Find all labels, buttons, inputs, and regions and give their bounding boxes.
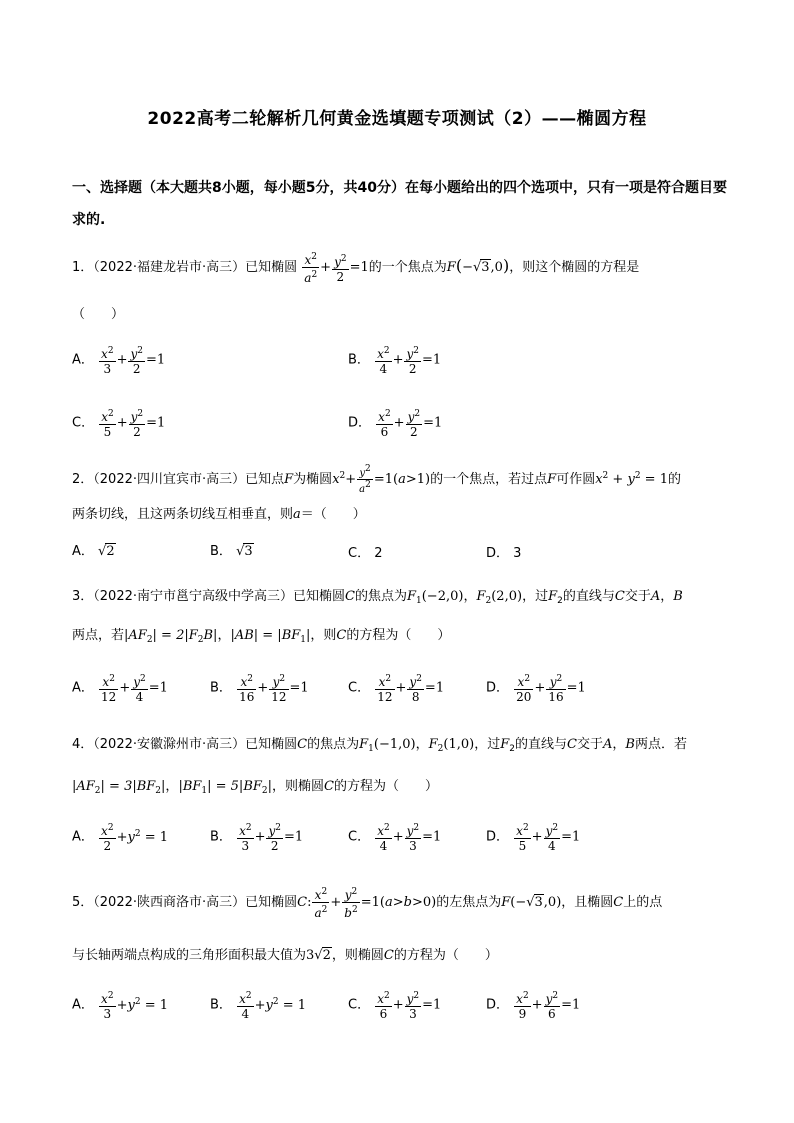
option-c: C． $\frac{x^2}{6}$ + $\frac{y^2}{3}$ =1	[348, 991, 442, 1021]
option-a: A． $\frac{x^2}{2}$ $+y^2 = 1$	[72, 823, 168, 853]
option-d: D． $\frac{x^2}{9}$ + $\frac{y^2}{6}$ =1	[486, 991, 581, 1021]
section-header: 一、选择题（本大题共8小题，每小题5分，共40分）在每小题给出的四个选项中，只有一项是符合题目要求的.	[72, 180, 727, 228]
page-title: 2022高考二轮解析几何黄金选填题专项测试（2）——椭圆方程	[147, 109, 647, 129]
question-1-stem: 1．（2022·福建龙岩市·高三）已知椭圆 $\frac{x^2}{a^2}$ + $\frac{y^2}{2}$ =1的一个焦点为F(−√3,0)，则这个椭圆的方程是	[72, 252, 640, 285]
question-5-stem: 5．（2022·陕西商洛市·高三）已知椭圆C: $\frac{x^2}{a^2}$ + $\frac{y^2}{b^2}$ =1(a>b>0)的左焦点为F(−√3,0)，且椭圆C上的点	[72, 887, 663, 920]
question-source: （2022·四川宜宾市·高三）已知点	[93, 472, 285, 487]
option-d: D． $\frac{x^2}{5}$ + $\frac{y^2}{4}$ =1	[486, 823, 581, 853]
question-4-line2: $|AF_2| = 3|BF_2|$，$|BF_1| = 5|BF_2|$，则椭圆C的方程为（ ）	[72, 779, 438, 796]
question-number: 2．	[72, 472, 94, 487]
question-source: （2022·陕西商洛市·高三）已知椭圆	[93, 895, 298, 910]
question-number: 1．	[72, 260, 94, 275]
question-number: 3．	[72, 589, 94, 604]
option-c: C． $\frac{x^2}{5}$ + $\frac{y^2}{2}$ =1	[72, 409, 166, 439]
question-number: 5．	[72, 895, 94, 910]
option-b: B． $\frac{x^2}{4}$ $+y^2 = 1$	[210, 991, 307, 1021]
option-b: B． $\frac{x^2}{16}$ + $\frac{y^2}{12}$ =1	[210, 674, 309, 704]
option-c: C． $\frac{x^2}{12}$ + $\frac{y^2}{8}$ =1	[348, 674, 445, 704]
option-a: A． √2	[72, 544, 115, 559]
option-b: B． $\frac{x^2}{3}$ + $\frac{y^2}{2}$ =1	[210, 823, 304, 853]
question-number: 4．	[72, 737, 94, 752]
question-4-stem: 4．（2022·安徽滁州市·高三）已知椭圆C的焦点为$F_1(-1,0)$，$F_2(1,0)$，过$F_2$的直线与C交于A，B两点．若	[72, 737, 687, 754]
option-c: C． $\frac{x^2}{4}$ + $\frac{y^2}{3}$ =1	[348, 823, 442, 853]
question-source: （2022·安徽滁州市·高三）已知椭圆	[93, 737, 298, 752]
question-2-stem: 2．（2022·四川宜宾市·高三）已知点F为椭圆$x^2+$ $\frac{y2}{a2}$ =1(a>1)的一个焦点，若过点F可作圆$x^2 + y^2 = 1$的	[72, 464, 681, 495]
option-d: D． $\frac{x^2}{20}$ + $\frac{y^2}{16}$ =1	[486, 674, 586, 704]
question-source: （2022·南宁市邕宁高级中学高三）已知椭圆	[93, 589, 345, 604]
option-a: A． $\frac{x^2}{3}$ $+y^2 = 1$	[72, 991, 168, 1021]
option-b: B． $\frac{x^2}{4}$ + $\frac{y^2}{2}$ =1	[348, 346, 442, 376]
question-3-stem: 3．（2022·南宁市邕宁高级中学高三）已知椭圆C的焦点为$F_1(-2,0)$，$F_2(2,0)$，过$F_2$的直线与C交于A，B	[72, 589, 683, 606]
question-text: ，则这个椭圆的方程是	[509, 260, 640, 275]
option-a: A． $\frac{x^2}{3}$ + $\frac{y^2}{2}$ =1	[72, 346, 166, 376]
answer-blank: （ ）	[72, 307, 125, 322]
option-b: B． √3	[210, 544, 253, 559]
question-2-line2: 两条切线，且这两条切线互相垂直，则a＝（ ）	[72, 507, 366, 522]
question-text: 的一个焦点为	[368, 260, 447, 275]
option-d: D． 3	[486, 546, 522, 561]
question-3-line2: 两点，若$|AF_2| = 2|F_2B|$，$|AB| = |BF_1|$，则C的方程为（ ）	[72, 628, 451, 645]
option-c: C． 2	[348, 546, 383, 561]
option-a: A． $\frac{x^2}{12}$ + $\frac{y^2}{4}$ =1	[72, 674, 168, 704]
question-5-line2: 与长轴两端点构成的三角形面积最大值为3√2，则椭圆C的方程为（ ）	[72, 948, 498, 963]
question-source: （2022·福建龙岩市·高三）已知椭圆	[93, 260, 298, 275]
option-d: D． $\frac{x^2}{6}$ + $\frac{y^2}{2}$ =1	[348, 409, 443, 439]
